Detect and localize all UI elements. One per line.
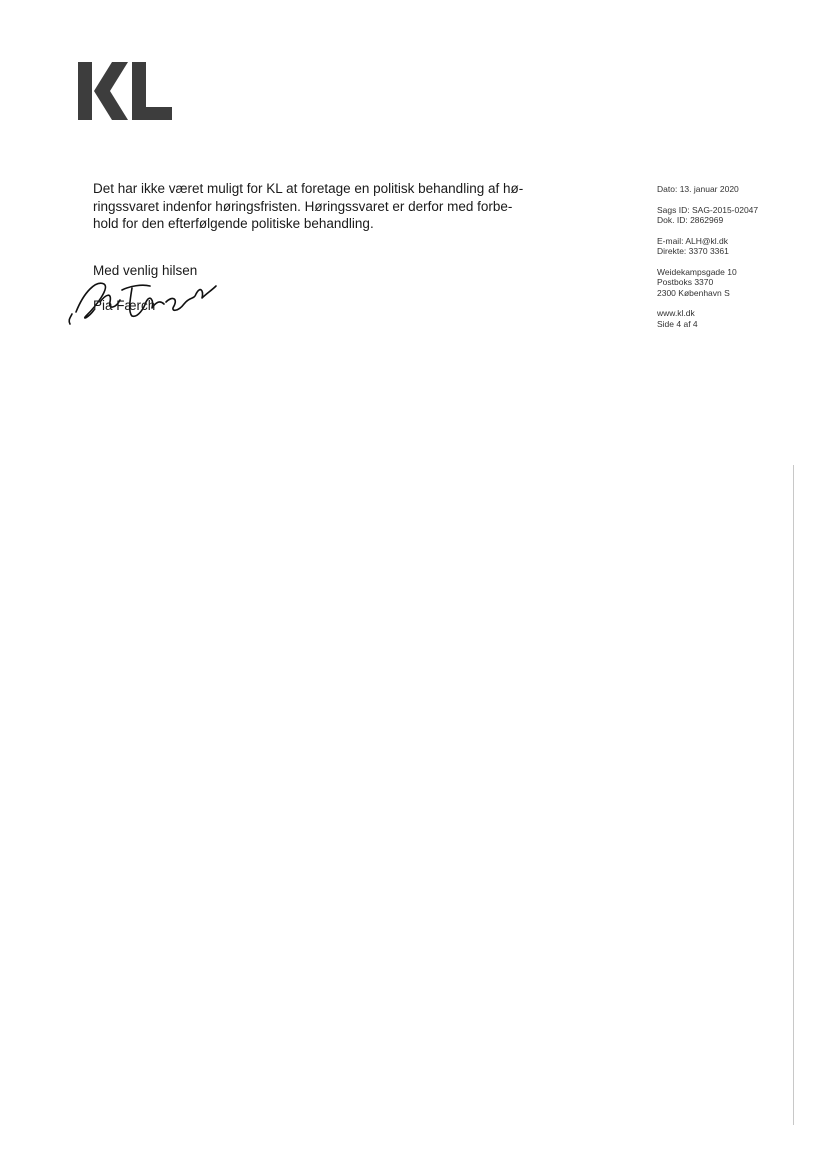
kl-logo <box>78 62 178 122</box>
email-value: ALH@kl.dk <box>685 235 729 246</box>
dok-label: Dok. ID: <box>657 215 688 225</box>
direkte-label: Direkte: <box>657 246 687 256</box>
dok-line <box>657 215 807 226</box>
address-group <box>657 267 807 299</box>
contact-group <box>657 236 807 257</box>
web-group <box>657 308 807 329</box>
scan-edge-line <box>793 465 794 1125</box>
page-number: Side 4 af 4 <box>657 318 698 329</box>
kl-logo-mark <box>78 62 178 122</box>
web-address: www.kl.dk <box>657 308 695 318</box>
direkte-value: 3370 3361 <box>688 246 729 256</box>
direkte-line <box>657 246 807 257</box>
date-line <box>657 184 807 195</box>
date-label: Dato: <box>657 184 678 194</box>
date-value: 13. januar 2020 <box>679 184 739 194</box>
address-line: 2300 København S <box>657 287 730 298</box>
id-group <box>657 205 807 226</box>
letter-body-line: ringssvaret indenfor høringsfristen. Høringssvaret er derfor med forbe- <box>93 198 513 214</box>
dok-value: 2862969 <box>690 215 724 225</box>
sags-line <box>657 205 807 216</box>
letter-sidebar <box>657 184 807 339</box>
closing-greeting: Med venlig hilsen <box>93 263 198 278</box>
address-line: Weidekampsgade 10 <box>657 266 737 277</box>
signer-name: Pia Færch <box>93 298 156 313</box>
email-line <box>657 236 807 247</box>
letter-body-line: Det har ikke været muligt for KL at foretage en politisk behandling af hø- <box>93 181 524 196</box>
letter-body-line: hold for den efterfølgende politiske behandling. <box>93 216 374 231</box>
date-group <box>657 184 807 195</box>
sags-value: SAG-2015-02047 <box>691 204 759 215</box>
sags-label: Sags ID: <box>657 204 690 215</box>
address-line: Postboks 3370 <box>657 277 714 287</box>
email-label: E-mail: <box>657 235 684 246</box>
letter-body <box>93 180 563 233</box>
